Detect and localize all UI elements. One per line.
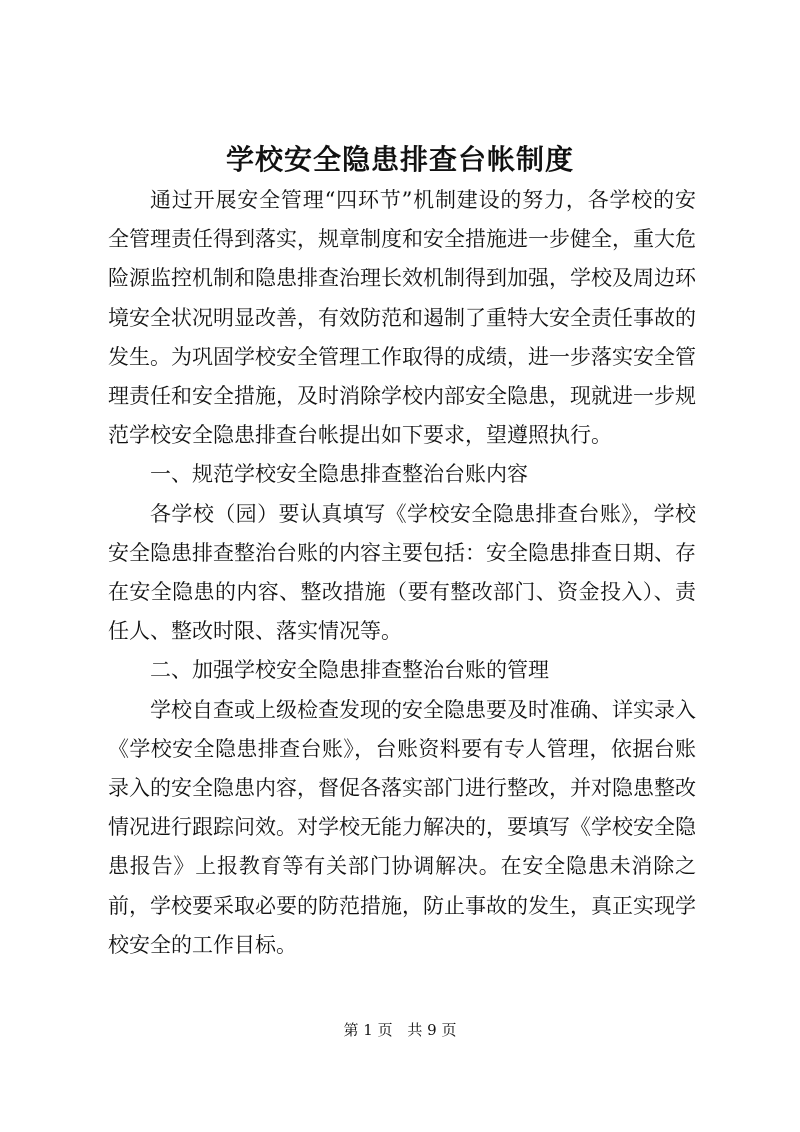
total-pages: 共 9 页 — [407, 1021, 457, 1039]
document-body — [108, 181, 696, 965]
section-heading-2: 二、加强学校安全隐患排查整治台账的管理 — [150, 658, 549, 683]
section-heading-1: 一、规范学校安全隐患排查整治台账内容 — [150, 462, 528, 487]
section-1-paragraph: 各学校（园）要认真填写《学校安全隐患排查台账》，学校安全隐患排查整治台账的内容主要包括：安全隐患排查日期、存在安全隐患的内容、整改措施（要有整改部门、资金投入）、责任人、整改时限、落实情况等。 — [108, 501, 696, 644]
intro-paragraph: 通过开展安全管理“四环节”机制建设的努力，各学校的安全管理责任得到落实，规章制度和安全措施进一步健全，重大危险源监控机制和隐患排查治理长效机制得到加强，学校及周边环境安全状况明显改善，有效防范和遏制了重特大安全责任事故的发生。为巩固学校安全管理工作取得的成绩，进一步落实安全管理责任和安全措施，及时消除学校内部安全隐患，现就进一步规范学校安全隐患排查台帐提出如下要求，望遵照执行。 — [108, 188, 696, 448]
section-2-paragraph: 学校自查或上级检查发现的安全隐患要及时准确、详实录入《学校安全隐患排查台账》，台账资料要有专人管理，依据台账录入的安全隐患内容，督促各落实部门进行整改，并对隐患整改情况进行跟踪问效。对学校无能力解决的，要填写《学校安全隐患报告》上报教育等有关部门协调解决。在安全隐患未消除之前，学校要采取必要的防范措施，防止事故的发生，真正实现学校安全的工作目标。 — [108, 697, 696, 957]
page-footer — [0, 1020, 800, 1040]
page-number: 第 1 页 — [343, 1021, 393, 1039]
document-title: 学校安全隐患排查台帐制度 — [225, 143, 574, 176]
